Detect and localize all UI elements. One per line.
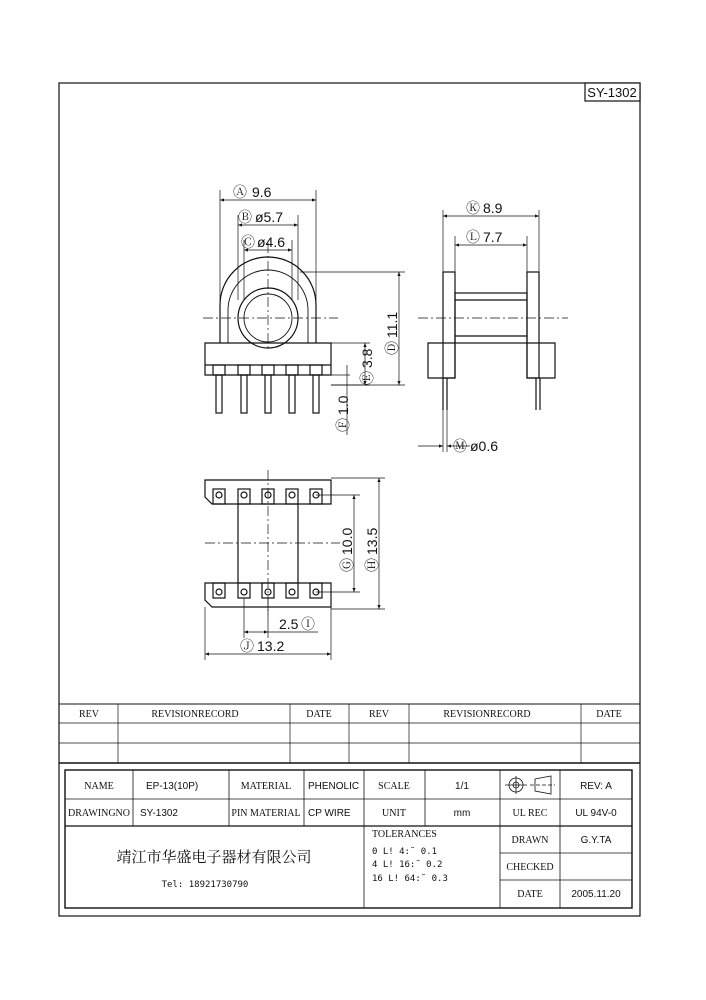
- ul-rec-value: UL 94V-0: [575, 808, 617, 819]
- dim-l-label: Ⓛ: [466, 229, 480, 245]
- side-view: [418, 272, 568, 410]
- drawing-code-box: [585, 83, 640, 101]
- front-view: [203, 243, 338, 413]
- tolerance-line-2: 4 L! 16:˜ 0.2: [372, 860, 443, 870]
- dim-a-label: Ⓐ: [233, 184, 247, 200]
- title-block: [65, 770, 632, 908]
- material-value: PHENOLIC: [308, 781, 360, 792]
- drawing-code: SY-1302: [587, 85, 637, 100]
- dim-i-value: 2.5: [279, 616, 299, 632]
- dim-h-value: 13.5: [364, 527, 380, 555]
- dim-m-value: ø0.6: [470, 438, 499, 454]
- unit-label: UNIT: [382, 808, 406, 819]
- pin-material-label: PIN MATERIAL: [231, 808, 301, 819]
- dim-c-value: ø4.6: [257, 234, 286, 250]
- material-label: MATERIAL: [240, 781, 292, 792]
- tolerance-line-3: 16 L! 64:˜ 0.3: [372, 874, 448, 884]
- revisionrecord-header-1: REVISIONRECORD: [151, 709, 239, 720]
- dim-a-value: 9.6: [252, 184, 272, 200]
- scale-label: SCALE: [378, 781, 410, 792]
- dim-k-label: Ⓚ: [466, 200, 480, 216]
- date-label: DATE: [517, 889, 543, 900]
- dim-d-value: 11.1: [384, 311, 400, 338]
- pin-material-value: CP WIRE: [308, 808, 351, 819]
- dim-c-label: Ⓒ: [241, 234, 255, 250]
- dim-k-value: 8.9: [483, 200, 503, 216]
- dim-b-value: ø5.7: [255, 209, 284, 225]
- side-view-dimensions: [418, 210, 539, 452]
- dim-g-label: Ⓖ: [339, 558, 355, 572]
- side-view-labels: [453, 200, 503, 454]
- dim-g-value: 10.0: [339, 527, 355, 555]
- dim-b-label: Ⓑ: [238, 209, 252, 225]
- bottom-view: [205, 470, 340, 615]
- drawingno-value: SY-1302: [140, 808, 178, 819]
- name-label: NAME: [84, 781, 114, 792]
- dim-f-value: 1.0: [335, 395, 351, 415]
- bottom-view-dimensions: [205, 478, 385, 660]
- company-tel: Tel: 18921730790: [161, 880, 249, 890]
- drawn-value: G.Y.TA: [580, 835, 612, 846]
- revision-table: [59, 704, 640, 763]
- tolerance-line-1: 0 L! 4:˜ 0.1: [372, 847, 438, 857]
- dim-d-label: Ⓓ: [384, 341, 400, 355]
- rev-value: REV: A: [580, 781, 612, 792]
- dim-e-label: Ⓔ: [359, 371, 375, 385]
- ul-rec-label: UL REC: [512, 808, 548, 819]
- checked-label: CHECKED: [506, 862, 554, 873]
- dim-l-value: 7.7: [483, 229, 503, 245]
- dim-j-label: Ⓙ: [240, 638, 254, 654]
- drawingno-label: DRAWINGNO: [68, 808, 130, 819]
- dim-i-label: Ⓘ: [301, 616, 315, 632]
- dim-j-value: 13.2: [257, 638, 285, 654]
- dim-f-label: Ⓕ: [335, 418, 351, 432]
- dim-m-label: Ⓜ: [453, 438, 467, 454]
- date-header-2: DATE: [596, 709, 622, 720]
- revisionrecord-header-2: REVISIONRECORD: [443, 709, 531, 720]
- date-value: 2005.11.20: [571, 889, 621, 900]
- date-header-1: DATE: [306, 709, 332, 720]
- company-name: 靖江市华盛电子器材有限公司: [116, 849, 312, 866]
- drawn-label: DRAWN: [511, 835, 549, 846]
- unit-value: mm: [453, 808, 471, 819]
- rev-header-1: REV: [79, 709, 99, 720]
- name-value: EP-13(10P): [146, 781, 199, 792]
- scale-value: 1/1: [455, 781, 469, 792]
- dim-e-value: 3.8: [359, 348, 375, 368]
- tolerances-label: TOLERANCES: [372, 829, 437, 840]
- dim-h-label: Ⓗ: [364, 558, 380, 572]
- rev-header-2: REV: [369, 709, 389, 720]
- third-angle-projection-icon: [505, 776, 555, 794]
